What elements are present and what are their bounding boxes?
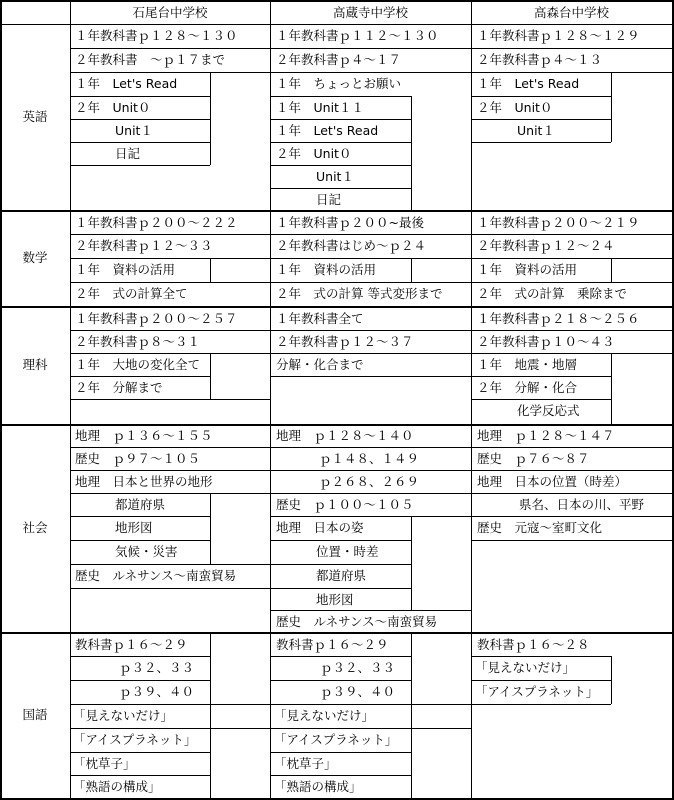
table-cell: １年 資料の活用 xyxy=(477,262,578,277)
row-line xyxy=(70,588,270,589)
table-cell: １年 資料の活用 xyxy=(276,262,377,277)
table-cell: ２年 Unit０ xyxy=(276,146,352,161)
col-line xyxy=(210,493,211,564)
table-cell: １年 Let's Read xyxy=(276,123,379,138)
table-cell: １年 Let's Read xyxy=(75,76,178,91)
table-cell: 都道府県 xyxy=(115,497,166,512)
table-cell: １年教科書ｐ２１８～２５６ xyxy=(477,311,640,326)
col-line xyxy=(411,258,412,282)
table-cell: 地理 日本の姿 xyxy=(276,520,364,535)
table-cell: ｐ３９、４０ xyxy=(119,684,195,699)
table-cell: 「見えないだけ」 xyxy=(475,660,576,675)
table-cell: 地理 日本と世界の地形 xyxy=(75,474,213,489)
table-cell: 「アイスプラネット」 xyxy=(475,684,599,699)
col-line xyxy=(210,72,211,165)
table-cell: 「熟語の構成」 xyxy=(274,779,362,794)
table-cell: 歴史 ｐ９７～１０５ xyxy=(75,451,201,466)
row-line xyxy=(70,165,210,166)
row-line xyxy=(471,142,611,143)
table-cell: ２年教科書ｐ１２～３７ xyxy=(276,334,414,349)
table-cell: 地理 ｐ１２８～１４０ xyxy=(276,428,414,443)
table-cell: 「熟語の構成」 xyxy=(73,779,161,794)
col-line xyxy=(611,72,612,142)
table-cell: ｐ３２、３３ xyxy=(320,660,396,675)
table-cell: ２年 Unit０ xyxy=(75,100,151,115)
table-cell: １年教科書ｐ２００～２５７ xyxy=(75,311,238,326)
table-cell: ｐ１４８、１４９ xyxy=(319,451,420,466)
table-cell: ２年教科書ｐ１２～２４ xyxy=(477,238,615,253)
table-cell: １年 Let's Read xyxy=(477,76,580,91)
table-cell: 地形図 xyxy=(316,592,354,607)
table-cell: ２年教科書ｐ１２～３３ xyxy=(75,238,213,253)
col-line xyxy=(210,258,211,282)
table-cell: ２年教科書ｐ４～１７ xyxy=(276,52,402,67)
col-line xyxy=(611,258,612,282)
table-cell: 地理 ｐ１２８～１４７ xyxy=(477,428,615,443)
col-line xyxy=(411,632,412,798)
table-cell: Unit１ xyxy=(115,123,153,138)
table-cell: １年教科書ｐ２００～２１９ xyxy=(477,215,640,230)
table-cell: ２年教科書 ～ｐ１７まで xyxy=(75,52,226,67)
table-cell: １年教科書ｐ２００～２２２ xyxy=(75,215,238,230)
table-cell: 位置・時差 xyxy=(316,544,379,559)
table-cell: ｐ３２、３３ xyxy=(119,660,195,675)
header-kozoji: 高蔵寺中学校 xyxy=(332,5,408,20)
table-cell: ２年教科書ｐ４～１３ xyxy=(477,52,603,67)
row-line xyxy=(70,493,270,494)
table-cell: 歴史 ｐ７６～８７ xyxy=(477,451,590,466)
row-line xyxy=(471,704,611,705)
header-ishiodai: 石尾台中学校 xyxy=(132,5,208,20)
table-cell: ２年 式の計算 乗除まで xyxy=(477,286,628,301)
table-cell: 地理 ｐ１３６～１５５ xyxy=(75,428,213,443)
table-cell: ２年 分解まで xyxy=(75,380,163,395)
table-cell: 教科書ｐ１６～２９ xyxy=(276,637,389,652)
table-cell: 日記 xyxy=(316,192,342,207)
table-cell: 気候・災害 xyxy=(115,544,178,559)
table-cell: 化学反応式 xyxy=(517,403,580,418)
subject-social: 社会 xyxy=(22,520,48,535)
table-cell: 日記 xyxy=(115,146,141,161)
row-line xyxy=(471,540,672,541)
table-cell: １年教科書ｐ１２８～１３０ xyxy=(75,28,238,43)
col-line xyxy=(210,353,211,399)
subject-science: 理科 xyxy=(22,357,48,372)
table-cell: ２年 分解・化合 xyxy=(477,380,578,395)
table-cell: １年教科書ｐ２００~最後 xyxy=(276,215,424,230)
subject-math: 数学 xyxy=(22,250,48,265)
table-cell: １年 Unit１１ xyxy=(276,100,364,115)
table-cell: ２年 式の計算全て xyxy=(75,286,188,301)
table-cell: 地理 日本の位置（時差） xyxy=(477,474,628,489)
table-cell: ｐ３９、４０ xyxy=(320,684,396,699)
table-cell: １年 大地の変化全て xyxy=(75,357,201,372)
col-line xyxy=(611,656,612,704)
table-cell: １年 地震・地層 xyxy=(477,357,578,372)
subject-japanese: 国語 xyxy=(22,707,48,722)
table-cell: １年教科書ｐ１２８～１２９ xyxy=(477,28,640,43)
table-cell: 歴史 ルネサンス～南蛮貿易 xyxy=(276,614,438,629)
table-cell: ２年教科書はじめ～ｐ２４ xyxy=(276,238,427,253)
table-cell: 県名、日本の川、平野 xyxy=(519,497,645,512)
table-cell: ２年 式の計算 等式変形まで xyxy=(276,286,443,301)
row-line xyxy=(270,376,471,377)
table-cell: １年 資料の活用 xyxy=(75,262,176,277)
table-cell: 歴史 ｐ１００～１０５ xyxy=(276,497,414,512)
table-cell: Unit１ xyxy=(517,123,555,138)
table-cell: 「アイスプラネット」 xyxy=(274,732,398,747)
table-cell: 「枕草子」 xyxy=(274,756,337,771)
table-cell: ２年教科書ｐ８～３１ xyxy=(75,334,201,349)
table-cell: 「見えないだけ」 xyxy=(274,708,375,723)
table-cell: 「見えないだけ」 xyxy=(73,708,174,723)
row-line xyxy=(70,399,271,400)
col-line xyxy=(210,632,211,798)
table-cell: 分解・化合まで xyxy=(276,357,364,372)
col-line xyxy=(411,96,412,210)
table-cell: Unit１ xyxy=(316,169,354,184)
subject-english: 英語 xyxy=(22,109,48,124)
table-cell: １年教科書ｐ１１２～１３０ xyxy=(276,28,439,43)
table-cell: 歴史 元寇～室町文化 xyxy=(477,520,603,535)
table-cell: 「枕草子」 xyxy=(73,756,136,771)
table-cell: ｐ２６８、２６９ xyxy=(319,474,420,489)
table-cell: 「アイスプラネット」 xyxy=(73,732,197,747)
col-line xyxy=(411,516,412,610)
table-cell: ２年 Unit０ xyxy=(477,100,553,115)
table-cell: １年教科書全て xyxy=(276,311,364,326)
table-cell: ２年教科書ｐ１０～４３ xyxy=(477,334,615,349)
table-cell: １年 ちょっとお願い xyxy=(276,76,402,91)
table-cell: 教科書ｐ１６～２９ xyxy=(75,637,188,652)
table-cell: 歴史 ルネサンス～南蛮貿易 xyxy=(75,568,237,583)
header-takamoridai: 高森台中学校 xyxy=(533,5,609,20)
table-cell: 都道府県 xyxy=(316,568,367,583)
table-cell: 教科書ｐ１６～２８ xyxy=(477,637,590,652)
col-line xyxy=(611,353,612,424)
table-cell: 地形図 xyxy=(115,520,153,535)
